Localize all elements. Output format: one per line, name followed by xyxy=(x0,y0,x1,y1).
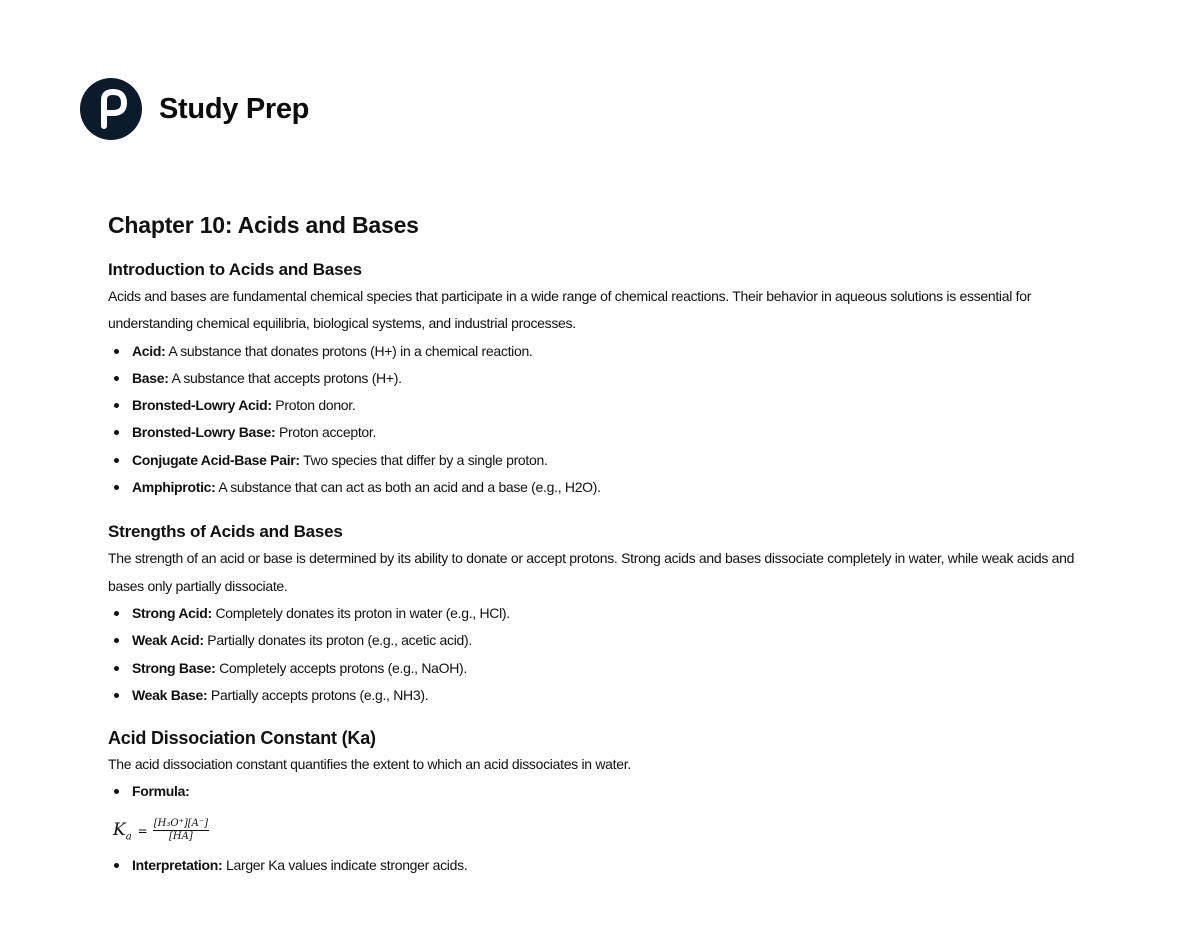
document-content xyxy=(108,210,1088,879)
list-item xyxy=(108,365,1088,392)
list-item xyxy=(108,682,1088,709)
term-label: Interpretation: xyxy=(132,856,223,873)
list-item xyxy=(108,627,1088,654)
brand-name: Study Prep xyxy=(159,92,310,125)
term-definition: Proton acceptor. xyxy=(275,424,377,441)
term-definition: A substance that can act as both an acid and a base (e.g., H2O). xyxy=(215,479,601,496)
section-strengths xyxy=(108,519,1088,709)
intro-bullet-list xyxy=(108,338,1088,502)
formula-equals: = xyxy=(137,823,148,838)
term-definition: Two species that differ by a single proton. xyxy=(299,451,548,468)
term-label: Base: xyxy=(132,369,169,386)
term-definition: Completely accepts protons (e.g., NaOH). xyxy=(215,659,468,676)
list-item xyxy=(108,655,1088,682)
section-strengths-paragraph: The strength of an acid or base is determined by its ability to donate or accept protons. Strong acids and bases dissociate completely in water, while weak acids and bases only partially dissociate. xyxy=(108,550,1075,594)
section-intro-paragraph: Acids and bases are fundamental chemical species that participate in a wide range of chemical reactions. Their behavior in aqueous solutions is essential for understanding chemical equilibria, biological systems, and industrial processes. xyxy=(108,288,1032,332)
term-label: Bronsted-Lowry Base: xyxy=(132,424,276,441)
section-heading-intro: Introduction to Acids and Bases xyxy=(108,260,362,279)
section-heading-strengths: Strengths of Acids and Bases xyxy=(108,522,343,542)
section-ka-paragraph: The acid dissociation constant quantifies the extent to which an acid dissociates in water. xyxy=(108,756,631,773)
term-definition: Proton donor. xyxy=(271,397,356,414)
brand-header xyxy=(80,78,309,140)
term-label: Amphiprotic: xyxy=(132,479,216,496)
list-item xyxy=(108,600,1088,627)
list-item xyxy=(108,338,1088,365)
formula-denominator: [HA] xyxy=(169,831,193,843)
term-label: Strong Acid: xyxy=(132,604,212,621)
ka-bullet-list-2 xyxy=(108,852,1088,879)
list-item xyxy=(108,852,1088,879)
term-label: Acid: xyxy=(132,342,166,359)
term-definition: A substance that accepts protons (H+). xyxy=(168,369,402,386)
ka-formula xyxy=(113,816,1088,846)
section-heading-ka: Acid Dissociation Constant (Ka) xyxy=(108,728,376,749)
term-definition: Partially donates its proton (e.g., acetic acid). xyxy=(203,632,472,649)
ka-bullet-list xyxy=(108,778,1088,805)
list-item xyxy=(108,474,1088,501)
term-definition: Completely donates its proton in water (e.g., HCl). xyxy=(211,604,510,621)
list-item xyxy=(108,392,1088,419)
list-item xyxy=(108,419,1088,446)
term-definition: Partially accepts protons (e.g., NH3). xyxy=(207,686,429,703)
term-label: Strong Base: xyxy=(132,659,216,676)
list-item xyxy=(108,778,1088,805)
section-intro xyxy=(108,257,1088,501)
term-label: Weak Base: xyxy=(132,686,208,703)
term-label: Formula: xyxy=(132,783,190,800)
term-label: Bronsted-Lowry Acid: xyxy=(132,397,272,414)
term-label: Weak Acid: xyxy=(132,632,204,649)
term-label: Conjugate Acid-Base Pair: xyxy=(132,451,300,468)
strengths-bullet-list xyxy=(108,600,1088,709)
term-definition: A substance that donates protons (H+) in a chemical reaction. xyxy=(165,342,533,359)
section-ka xyxy=(108,725,1088,879)
pearson-p-logo-icon xyxy=(80,78,142,140)
formula-fraction xyxy=(153,818,209,843)
list-item xyxy=(108,447,1088,474)
formula-lhs: $K_a$ xyxy=(113,819,132,842)
chapter-title: Chapter 10: Acids and Bases xyxy=(108,212,419,238)
term-definition: Larger Ka values indicate stronger acids. xyxy=(222,856,468,873)
formula-numerator: [H₃O⁺][A⁻] xyxy=(153,818,209,830)
